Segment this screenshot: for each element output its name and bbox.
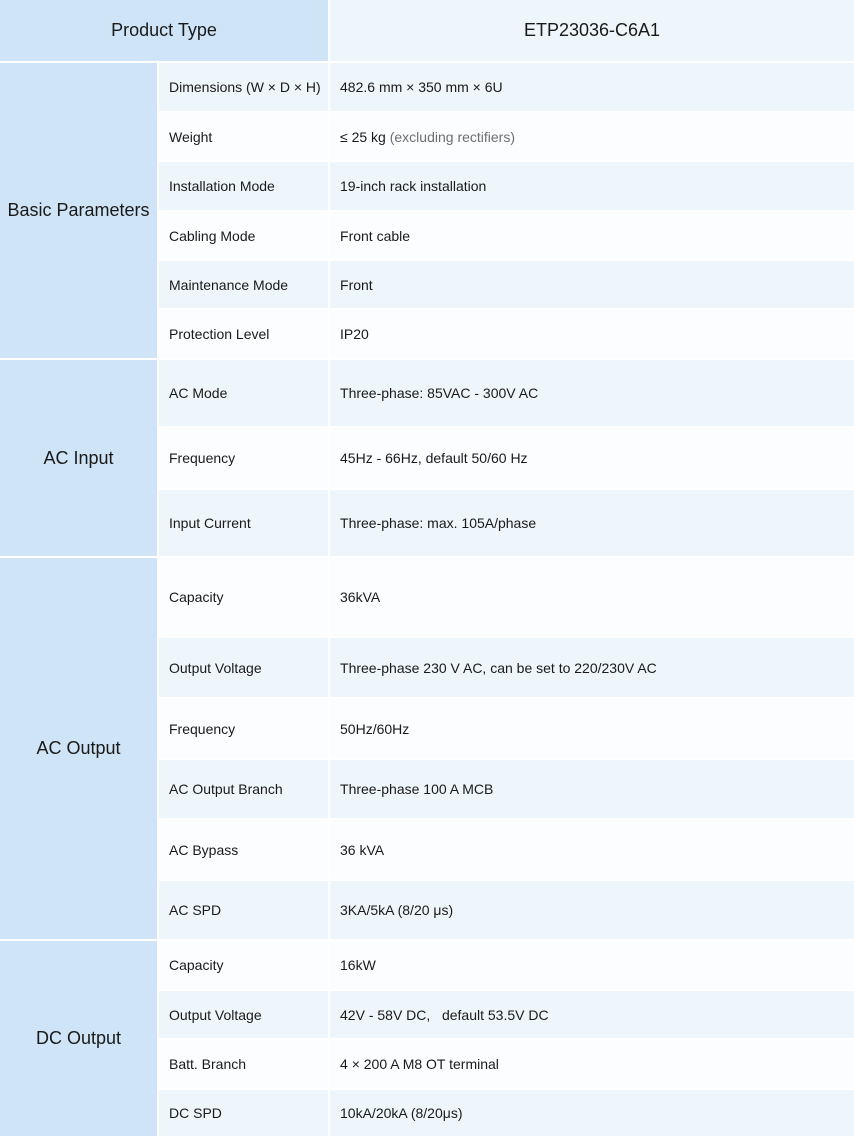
param-label: Dimensions (W × D × H) [159,63,330,113]
param-value [330,113,854,162]
param-value: 3KA/5kA (8/20 μs) [330,881,854,941]
param-value: 16kW [330,941,854,991]
param-label: Frequency [159,699,330,760]
param-value: 10kA/20kA (8/20μs) [330,1090,854,1138]
param-label: Batt. Branch [159,1040,330,1090]
param-label: Output Voltage [159,991,330,1040]
table-row [0,360,854,428]
param-label: DC SPD [159,1090,330,1138]
param-label: Protection Level [159,310,330,360]
header-row [0,0,854,63]
param-label: Input Current [159,490,330,558]
param-value: IP20 [330,310,854,360]
param-value: 36 kVA [330,820,854,881]
param-value: Three-phase 230 V AC, can be set to 220/230V AC [330,638,854,699]
param-label: AC SPD [159,881,330,941]
category-ac-input: AC Input [0,360,159,558]
table-row [0,941,854,991]
weight-note: (excluding rectifiers) [389,128,515,145]
param-value: Front [330,261,854,310]
category-ac-output: AC Output [0,558,159,941]
product-type-label: Product Type [0,0,330,63]
param-value: 42V - 58V DC, default 53.5V DC [330,991,854,1040]
param-value: 45Hz - 66Hz, default 50/60 Hz [330,428,854,490]
category-dc-output: DC Output [0,941,159,1138]
param-label: Installation Mode [159,162,330,212]
param-value: Three-phase 100 A MCB [330,760,854,820]
table-row [0,63,854,113]
category-basic-parameters: Basic Parameters [0,63,159,360]
param-value: 19-inch rack installation [330,162,854,212]
param-label: Cabling Mode [159,212,330,261]
param-label: Weight [159,113,330,162]
param-value: 4 × 200 A M8 OT terminal [330,1040,854,1090]
product-model: ETP23036-C6A1 [330,0,854,63]
table-row [0,558,854,638]
param-label: Maintenance Mode [159,261,330,310]
param-value: 36kVA [330,558,854,638]
param-value: 482.6 mm × 350 mm × 6U [330,63,854,113]
param-label: Output Voltage [159,638,330,699]
param-value: Front cable [330,212,854,261]
param-label: AC Bypass [159,820,330,881]
param-label: AC Mode [159,360,330,428]
param-value: 50Hz/60Hz [330,699,854,760]
param-label: Capacity [159,558,330,638]
param-label: AC Output Branch [159,760,330,820]
param-label: Frequency [159,428,330,490]
param-value: Three-phase: 85VAC - 300V AC [330,360,854,428]
param-label: Capacity [159,941,330,991]
param-value: Three-phase: max. 105A/phase [330,490,854,558]
weight-value: ≤ 25 kg [340,128,386,145]
